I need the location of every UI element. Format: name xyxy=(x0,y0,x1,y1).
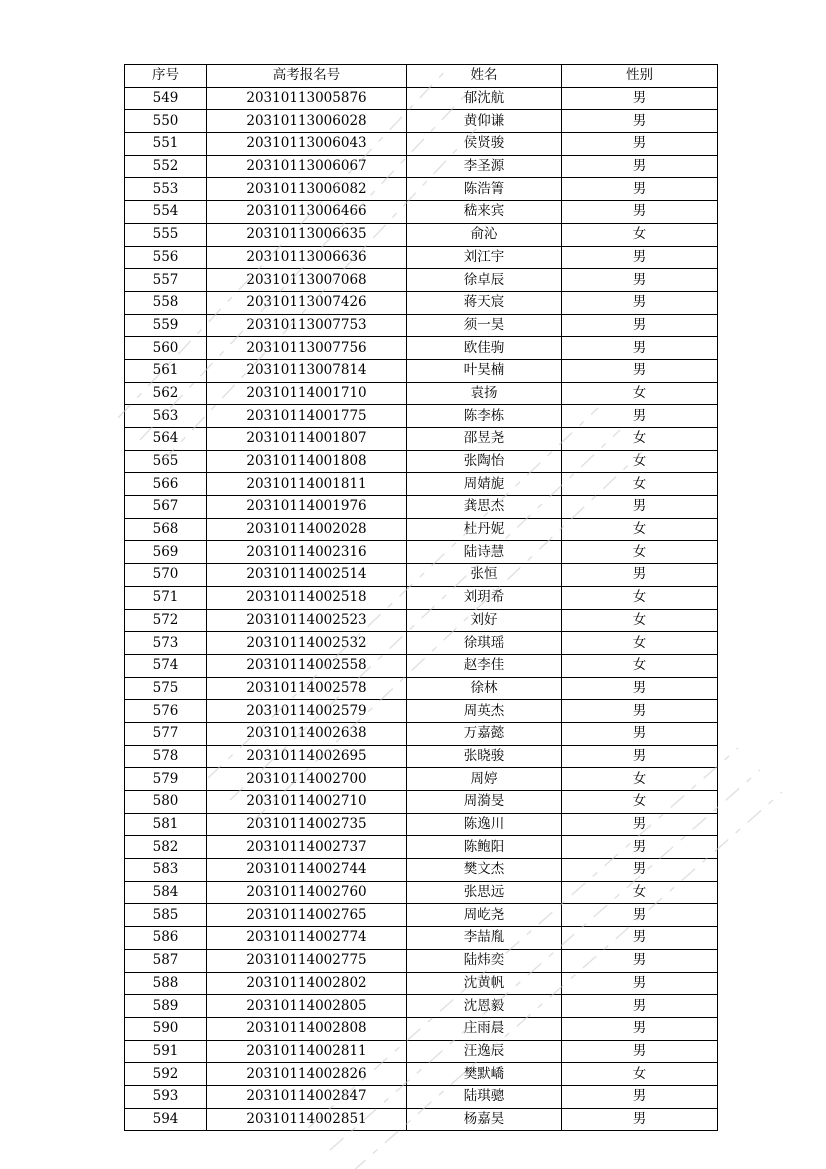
cell-exam-id: 20310113007814 xyxy=(207,359,407,382)
cell-serial: 558 xyxy=(125,291,207,314)
cell-serial: 563 xyxy=(125,405,207,428)
cell-exam-id: 20310114001808 xyxy=(207,450,407,473)
cell-name: 万嘉懿 xyxy=(407,722,562,745)
cell-name: 周屹尧 xyxy=(407,904,562,927)
cell-serial: 549 xyxy=(125,87,207,110)
cell-exam-id: 20310113006466 xyxy=(207,201,407,224)
cell-exam-id: 20310113006043 xyxy=(207,133,407,156)
cell-exam-id: 20310113006635 xyxy=(207,223,407,246)
table-row xyxy=(125,405,718,428)
cell-gender: 女 xyxy=(562,768,718,791)
table-row xyxy=(125,314,718,337)
table-row xyxy=(125,927,718,950)
cell-serial: 571 xyxy=(125,586,207,609)
cell-serial: 586 xyxy=(125,927,207,950)
cell-exam-id: 20310114002695 xyxy=(207,745,407,768)
cell-serial: 588 xyxy=(125,972,207,995)
cell-name: 徐林 xyxy=(407,677,562,700)
table-row xyxy=(125,382,718,405)
cell-gender: 男 xyxy=(562,405,718,428)
cell-serial: 573 xyxy=(125,632,207,655)
cell-gender: 男 xyxy=(562,1017,718,1040)
cell-name: 陈鲍阳 xyxy=(407,836,562,859)
cell-gender: 男 xyxy=(562,1108,718,1131)
cell-serial: 593 xyxy=(125,1085,207,1108)
cell-name: 刘江宇 xyxy=(407,246,562,269)
cell-gender: 男 xyxy=(562,87,718,110)
cell-exam-id: 20310114002518 xyxy=(207,586,407,609)
cell-exam-id: 20310114002805 xyxy=(207,995,407,1018)
table-row xyxy=(125,949,718,972)
cell-serial: 579 xyxy=(125,768,207,791)
cell-exam-id: 20310114002851 xyxy=(207,1108,407,1131)
table-row xyxy=(125,201,718,224)
cell-serial: 581 xyxy=(125,813,207,836)
cell-name: 李圣源 xyxy=(407,155,562,178)
cell-gender: 男 xyxy=(562,836,718,859)
cell-name: 陈浩箐 xyxy=(407,178,562,201)
table-row xyxy=(125,87,718,110)
cell-exam-id: 20310113006067 xyxy=(207,155,407,178)
cell-serial: 559 xyxy=(125,314,207,337)
cell-serial: 578 xyxy=(125,745,207,768)
cell-exam-id: 20310114002737 xyxy=(207,836,407,859)
cell-gender: 男 xyxy=(562,337,718,360)
cell-gender: 男 xyxy=(562,745,718,768)
cell-exam-id: 20310113007753 xyxy=(207,314,407,337)
cell-serial: 592 xyxy=(125,1063,207,1086)
cell-exam-id: 20310113006028 xyxy=(207,110,407,133)
cell-serial: 560 xyxy=(125,337,207,360)
cell-exam-id: 20310114002532 xyxy=(207,632,407,655)
cell-name: 汪逸辰 xyxy=(407,1040,562,1063)
table-header xyxy=(125,65,718,88)
cell-exam-id: 20310114002578 xyxy=(207,677,407,700)
cell-exam-id: 20310114002735 xyxy=(207,813,407,836)
cell-gender: 女 xyxy=(562,632,718,655)
cell-name: 杜丹妮 xyxy=(407,518,562,541)
cell-name: 龚思杰 xyxy=(407,496,562,519)
cell-gender: 男 xyxy=(562,291,718,314)
cell-gender: 男 xyxy=(562,314,718,337)
cell-name: 刘玥希 xyxy=(407,586,562,609)
cell-serial: 589 xyxy=(125,995,207,1018)
cell-exam-id: 20310114002558 xyxy=(207,654,407,677)
table-row xyxy=(125,291,718,314)
cell-serial: 565 xyxy=(125,450,207,473)
cell-name: 樊默嶠 xyxy=(407,1063,562,1086)
cell-name: 徐琪瑶 xyxy=(407,632,562,655)
cell-gender: 女 xyxy=(562,518,718,541)
cell-name: 欧佳驹 xyxy=(407,337,562,360)
cell-gender: 女 xyxy=(562,881,718,904)
cell-name: 叶昊楠 xyxy=(407,359,562,382)
cell-serial: 576 xyxy=(125,700,207,723)
table-row xyxy=(125,609,718,632)
cell-exam-id: 20310114002316 xyxy=(207,541,407,564)
cell-exam-id: 20310114002523 xyxy=(207,609,407,632)
cell-gender: 男 xyxy=(562,722,718,745)
table-row xyxy=(125,745,718,768)
table-row xyxy=(125,496,718,519)
cell-gender: 男 xyxy=(562,927,718,950)
cell-name: 周漪旻 xyxy=(407,791,562,814)
cell-name: 陈逸川 xyxy=(407,813,562,836)
cell-serial: 550 xyxy=(125,110,207,133)
table-row xyxy=(125,518,718,541)
table-row xyxy=(125,1063,718,1086)
cell-name: 陆炜奕 xyxy=(407,949,562,972)
cell-gender: 女 xyxy=(562,473,718,496)
cell-name: 张恒 xyxy=(407,564,562,587)
cell-serial: 553 xyxy=(125,178,207,201)
cell-gender: 男 xyxy=(562,246,718,269)
table-row xyxy=(125,155,718,178)
cell-name: 嵇来宾 xyxy=(407,201,562,224)
table-row xyxy=(125,541,718,564)
table-row xyxy=(125,178,718,201)
cell-serial: 587 xyxy=(125,949,207,972)
table-row xyxy=(125,337,718,360)
cell-name: 周婧旎 xyxy=(407,473,562,496)
cell-exam-id: 20310114002744 xyxy=(207,859,407,882)
cell-exam-id: 20310113005876 xyxy=(207,87,407,110)
table-row xyxy=(125,677,718,700)
cell-serial: 562 xyxy=(125,382,207,405)
cell-serial: 556 xyxy=(125,246,207,269)
cell-gender: 女 xyxy=(562,654,718,677)
cell-gender: 男 xyxy=(562,110,718,133)
table-row xyxy=(125,1040,718,1063)
cell-serial: 557 xyxy=(125,269,207,292)
cell-exam-id: 20310114001811 xyxy=(207,473,407,496)
cell-gender: 男 xyxy=(562,813,718,836)
cell-gender: 男 xyxy=(562,700,718,723)
cell-name: 徐卓辰 xyxy=(407,269,562,292)
cell-name: 蒋天宸 xyxy=(407,291,562,314)
cell-serial: 591 xyxy=(125,1040,207,1063)
cell-name: 陈李栋 xyxy=(407,405,562,428)
cell-exam-id: 20310113007068 xyxy=(207,269,407,292)
cell-exam-id: 20310114002638 xyxy=(207,722,407,745)
cell-name: 须一昊 xyxy=(407,314,562,337)
cell-exam-id: 20310113006636 xyxy=(207,246,407,269)
table-row xyxy=(125,473,718,496)
table-row xyxy=(125,881,718,904)
cell-gender: 男 xyxy=(562,269,718,292)
cell-exam-id: 20310114002765 xyxy=(207,904,407,927)
cell-exam-id: 20310114002808 xyxy=(207,1017,407,1040)
header-gender: 性别 xyxy=(562,65,718,88)
table-row xyxy=(125,269,718,292)
cell-serial: 564 xyxy=(125,428,207,451)
cell-serial: 569 xyxy=(125,541,207,564)
cell-exam-id: 20310113006082 xyxy=(207,178,407,201)
cell-exam-id: 20310114002802 xyxy=(207,972,407,995)
cell-name: 刘好 xyxy=(407,609,562,632)
cell-name: 赵李佳 xyxy=(407,654,562,677)
table-row xyxy=(125,768,718,791)
table-body xyxy=(125,87,718,1131)
table-row xyxy=(125,110,718,133)
table-row xyxy=(125,972,718,995)
cell-exam-id: 20310114002826 xyxy=(207,1063,407,1086)
cell-gender: 女 xyxy=(562,541,718,564)
cell-serial: 568 xyxy=(125,518,207,541)
cell-exam-id: 20310114002811 xyxy=(207,1040,407,1063)
cell-exam-id: 20310114002028 xyxy=(207,518,407,541)
table-row xyxy=(125,813,718,836)
cell-name: 陆琪骢 xyxy=(407,1085,562,1108)
cell-name: 黄仰谦 xyxy=(407,110,562,133)
table-row xyxy=(125,133,718,156)
cell-exam-id: 20310114002514 xyxy=(207,564,407,587)
cell-serial: 574 xyxy=(125,654,207,677)
cell-name: 张思远 xyxy=(407,881,562,904)
table-row xyxy=(125,1085,718,1108)
cell-serial: 582 xyxy=(125,836,207,859)
cell-gender: 女 xyxy=(562,1063,718,1086)
table-row xyxy=(125,904,718,927)
table-row xyxy=(125,246,718,269)
table-row xyxy=(125,791,718,814)
cell-gender: 男 xyxy=(562,496,718,519)
cell-gender: 女 xyxy=(562,382,718,405)
cell-gender: 男 xyxy=(562,133,718,156)
cell-exam-id: 20310114002760 xyxy=(207,881,407,904)
table-row xyxy=(125,654,718,677)
cell-gender: 男 xyxy=(562,359,718,382)
cell-name: 张晓骏 xyxy=(407,745,562,768)
table-row xyxy=(125,632,718,655)
cell-exam-id: 20310114002847 xyxy=(207,1085,407,1108)
cell-exam-id: 20310114001807 xyxy=(207,428,407,451)
cell-serial: 594 xyxy=(125,1108,207,1131)
table-row xyxy=(125,836,718,859)
cell-gender: 男 xyxy=(562,564,718,587)
cell-gender: 男 xyxy=(562,949,718,972)
cell-gender: 男 xyxy=(562,178,718,201)
table-row xyxy=(125,428,718,451)
table-row xyxy=(125,995,718,1018)
cell-serial: 554 xyxy=(125,201,207,224)
cell-serial: 552 xyxy=(125,155,207,178)
admission-roster-table xyxy=(124,64,718,1131)
cell-serial: 555 xyxy=(125,223,207,246)
cell-name: 郁沈航 xyxy=(407,87,562,110)
cell-gender: 女 xyxy=(562,428,718,451)
table-row xyxy=(125,359,718,382)
cell-exam-id: 20310114001775 xyxy=(207,405,407,428)
header-row xyxy=(125,65,718,88)
cell-gender: 男 xyxy=(562,677,718,700)
cell-serial: 570 xyxy=(125,564,207,587)
cell-serial: 566 xyxy=(125,473,207,496)
cell-name: 沈恩毅 xyxy=(407,995,562,1018)
cell-gender: 女 xyxy=(562,450,718,473)
cell-name: 庄雨晨 xyxy=(407,1017,562,1040)
cell-name: 张陶怡 xyxy=(407,450,562,473)
cell-gender: 女 xyxy=(562,223,718,246)
cell-gender: 男 xyxy=(562,904,718,927)
cell-serial: 551 xyxy=(125,133,207,156)
cell-serial: 561 xyxy=(125,359,207,382)
table-row xyxy=(125,223,718,246)
cell-gender: 男 xyxy=(562,995,718,1018)
header-exam-id: 高考报名号 xyxy=(207,65,407,88)
table-row xyxy=(125,586,718,609)
cell-name: 周婷 xyxy=(407,768,562,791)
table-row xyxy=(125,1017,718,1040)
cell-name: 樊文杰 xyxy=(407,859,562,882)
table-row xyxy=(125,722,718,745)
cell-gender: 男 xyxy=(562,201,718,224)
cell-exam-id: 20310113007756 xyxy=(207,337,407,360)
cell-name: 杨嘉昊 xyxy=(407,1108,562,1131)
table-row xyxy=(125,564,718,587)
table-row xyxy=(125,859,718,882)
cell-exam-id: 20310114002700 xyxy=(207,768,407,791)
cell-exam-id: 20310114002710 xyxy=(207,791,407,814)
cell-gender: 女 xyxy=(562,586,718,609)
cell-exam-id: 20310114001976 xyxy=(207,496,407,519)
cell-serial: 567 xyxy=(125,496,207,519)
cell-serial: 572 xyxy=(125,609,207,632)
cell-name: 俞沁 xyxy=(407,223,562,246)
cell-gender: 女 xyxy=(562,791,718,814)
cell-gender: 男 xyxy=(562,1085,718,1108)
cell-serial: 577 xyxy=(125,722,207,745)
cell-exam-id: 20310114002579 xyxy=(207,700,407,723)
cell-serial: 590 xyxy=(125,1017,207,1040)
cell-name: 周英杰 xyxy=(407,700,562,723)
cell-name: 侯贤骏 xyxy=(407,133,562,156)
cell-exam-id: 20310113007426 xyxy=(207,291,407,314)
table-row xyxy=(125,700,718,723)
cell-name: 邵昱尧 xyxy=(407,428,562,451)
cell-gender: 男 xyxy=(562,1040,718,1063)
cell-serial: 575 xyxy=(125,677,207,700)
cell-name: 沈黄帆 xyxy=(407,972,562,995)
cell-gender: 男 xyxy=(562,859,718,882)
cell-gender: 女 xyxy=(562,609,718,632)
cell-exam-id: 20310114002774 xyxy=(207,927,407,950)
cell-name: 袁扬 xyxy=(407,382,562,405)
table-row xyxy=(125,1108,718,1131)
cell-exam-id: 20310114001710 xyxy=(207,382,407,405)
cell-exam-id: 20310114002775 xyxy=(207,949,407,972)
cell-serial: 584 xyxy=(125,881,207,904)
header-serial: 序号 xyxy=(125,65,207,88)
cell-name: 李喆胤 xyxy=(407,927,562,950)
table-row xyxy=(125,450,718,473)
cell-name: 陆诗慧 xyxy=(407,541,562,564)
header-name: 姓名 xyxy=(407,65,562,88)
cell-gender: 男 xyxy=(562,972,718,995)
cell-serial: 580 xyxy=(125,791,207,814)
cell-gender: 男 xyxy=(562,155,718,178)
cell-serial: 583 xyxy=(125,859,207,882)
cell-serial: 585 xyxy=(125,904,207,927)
